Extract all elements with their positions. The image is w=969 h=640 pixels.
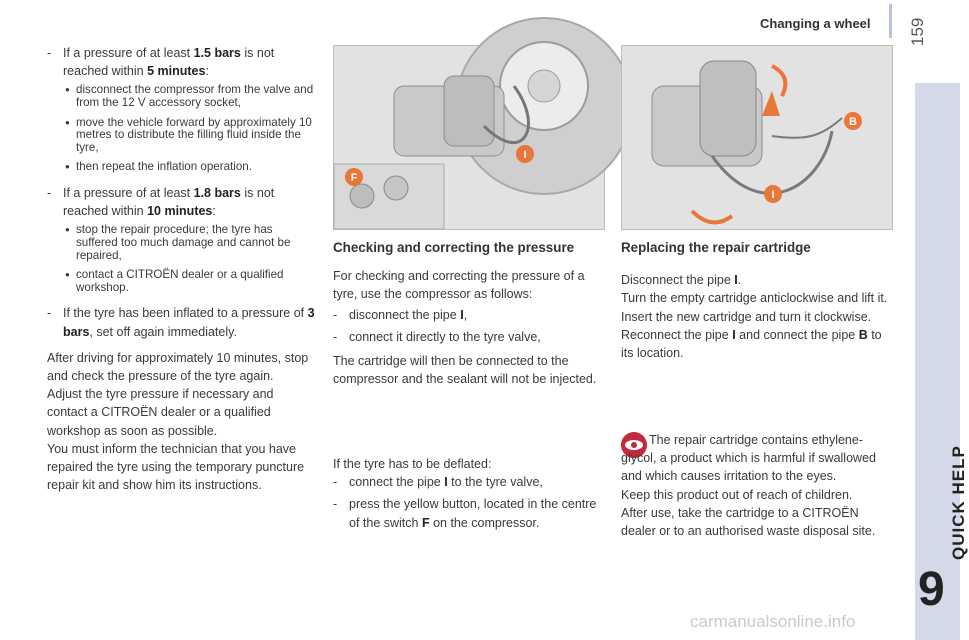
sub-item: ● disconnect the compressor from the valve and from the 12 V accessory socket, — [65, 83, 314, 109]
sub-item: ● move the vehicle forward by approximately 10 metres to distribute the filling fluid inside the tyre, — [65, 115, 312, 154]
paragraph: Adjust the tyre pressure if necessary and contact a CITROËN dealer or a qualified workshop as soon as possible. — [47, 387, 274, 438]
paragraph: Disconnect the pipe I. — [621, 273, 742, 288]
section-label: QUICK HELP — [949, 445, 968, 560]
list-item: - If a pressure of at least 1.5 bars is not reached within 5 minutes: — [47, 46, 275, 79]
sub-item: ● contact a CITROËN dealer or a qualified workshop. — [65, 268, 284, 294]
figure-drawing — [622, 46, 892, 229]
paragraph: Turn the empty cartridge anticlockwise and lift it. — [621, 291, 888, 306]
figure-drawing — [334, 46, 604, 229]
section-heading: Checking and correcting the pressure — [333, 240, 575, 255]
list-item: - If a pressure of at least 1.8 bars is not reached within 10 minutes: — [47, 185, 275, 219]
warning-text: Keep this product out of reach of children. — [621, 487, 853, 502]
paragraph: If the tyre has to be deflated: — [333, 457, 492, 471]
warning-text: The repair cartridge contains ethylene-glycol, a product which is harmful if swallowed and which causes irritation to the eyes. — [621, 433, 876, 484]
list-item: - connect it directly to the tyre valve, — [333, 329, 541, 344]
marker-f-label: F — [350, 172, 358, 184]
paragraph: Insert the new cartridge and turn it clockwise. — [621, 309, 872, 324]
paragraph: Reconnect the pipe I and connect the pipe B to its location. — [621, 327, 882, 361]
list-item: - disconnect the pipe I, — [333, 307, 468, 322]
list-item: - connect the pipe I to the tyre valve, — [333, 475, 543, 490]
deflate-instructions — [333, 455, 603, 532]
cartridge-illustration — [621, 45, 893, 230]
header-title: Changing a wheel — [760, 16, 871, 31]
marker-i-label: I — [523, 149, 527, 161]
paragraph: After driving for approximately 10 minutes, stop and check the pressure of the tyre again. — [47, 350, 309, 383]
marker-b-label: B — [849, 116, 857, 128]
paragraph: For checking and correcting the pressure of a tyre, use the compressor as follows: — [333, 269, 585, 302]
list-item: - press the yellow button, located in the centre of the switch F on the compressor. — [333, 497, 597, 530]
sub-item: ● then repeat the inflation operation. — [65, 160, 252, 174]
paragraph: The cartridge will then be connected to the compressor and the sealant will not be injected. — [333, 354, 597, 387]
middle-column — [333, 239, 603, 388]
watermark: carmanualsonline.info — [690, 612, 856, 631]
header-divider — [889, 4, 892, 38]
warning-note — [621, 431, 891, 540]
page-number: 159 — [908, 17, 927, 46]
chapter-number: 9 — [918, 563, 945, 616]
marker-i-label: I — [771, 189, 775, 201]
list-item: - If the tyre has been inflated to a pressure of 3 bars, set off again immediately. — [47, 306, 315, 339]
compressor-wheel-illustration — [333, 45, 605, 230]
sub-item: ● stop the repair procedure; the tyre has suffered too much damage and cannot be repaired, — [65, 223, 291, 262]
right-column — [621, 239, 891, 362]
section-heading: Replacing the repair cartridge — [621, 240, 811, 255]
warning-text: After use, take the cartridge to a CITROËN dealer or to an authorised waste disposal site. — [621, 505, 876, 539]
paragraph: You must inform the technician that you have repaired the tyre using the temporary puncture repair kit and show him its instructions. — [47, 441, 305, 493]
left-column — [47, 44, 317, 494]
